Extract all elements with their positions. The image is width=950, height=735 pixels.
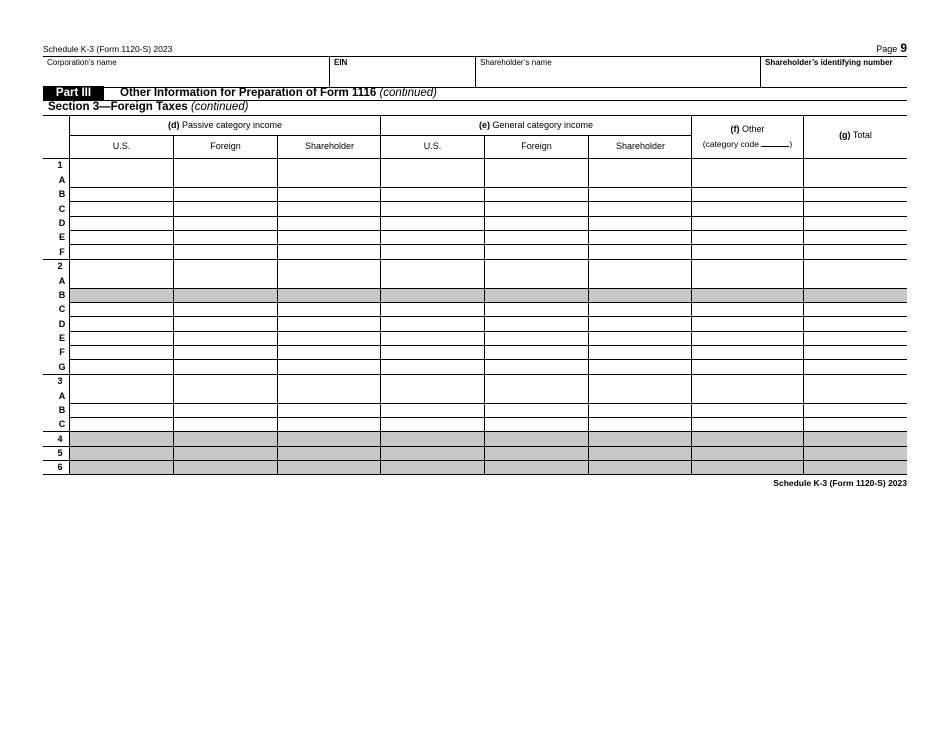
shareholder-name-field[interactable] [476,57,760,87]
col-f-letter: (f) [730,124,740,134]
page-label [876,41,907,55]
row-label-2: 2 [57,261,63,271]
row-label-2e: E [58,333,65,343]
sub-header-shareholder: Shareholder [615,141,666,151]
col-f-label: Other [742,124,765,134]
form-title: Schedule K-3 (Form 1120-S) 2023 [43,44,173,54]
row-label-1a: A [58,175,66,185]
section-title [48,100,249,114]
section-title-text: Section 3—Foreign Taxes [48,101,188,113]
sub-header-foreign: Foreign [210,141,241,151]
shaded-row-2b [70,288,907,302]
row-label-1d: D [58,218,66,228]
col-e-letter: (e) [478,120,490,130]
col-g-letter: (g) [839,130,851,140]
row-label-2c: C [58,304,66,314]
page-word: Page [876,44,898,54]
row-label-6: 6 [57,462,63,472]
page-number: 9 [900,41,907,55]
foreign-taxes-table [43,115,907,475]
row-label-1c: C [58,204,66,214]
shareholder-id-label: Shareholder’s identifying number [765,58,893,67]
ein-label: EIN [334,58,348,67]
identification-row [43,56,907,88]
category-code-blank[interactable] [761,138,789,147]
row-label-1b: B [58,189,66,199]
part-title-suffix: (continued) [379,87,437,99]
sub-header-foreign: Foreign [521,141,552,151]
shareholder-name-label: Shareholder’s name [480,58,552,67]
row-label-3b: B [58,405,66,415]
row-label-2a: A [58,276,66,286]
part-badge: Part III [43,86,104,100]
part-title [120,86,437,100]
row-label-2b: B [58,290,66,300]
corporation-name-label: Corporation’s name [47,58,117,67]
corporation-name-field[interactable] [43,57,329,87]
section-title-suffix: (continued) [190,101,249,113]
sub-header-us: U.S. [112,141,131,151]
row-label-2f: F [59,347,65,357]
row-label-3: 3 [57,376,63,386]
col-g-label: Total [852,130,872,140]
section-header [43,100,907,116]
row-label-1f: F [59,247,65,257]
col-f-category-code[interactable] [692,138,803,149]
row-label-1e: E [58,232,65,242]
part-header [43,86,907,101]
col-d-letter: (d) [167,120,180,130]
col-d-header [70,120,380,130]
col-f-header [692,124,803,134]
row-label-5: 5 [57,448,63,458]
footer-form-title: Schedule K-3 (Form 1120-S) 2023 [773,478,907,488]
col-f-close-paren: ) [789,139,793,149]
row-label-2g: G [58,362,66,372]
col-e-header [381,120,691,130]
col-f-sub-label: (category code [702,139,759,149]
ein-field[interactable] [330,57,476,87]
shaded-rows-4-6 [70,431,907,475]
row-label-3a: A [58,391,66,401]
col-e-label: General category income [492,120,594,130]
row-label-4: 4 [57,434,63,444]
col-d-label: Passive category income [181,120,283,130]
sub-header-us: U.S. [423,141,442,151]
row-label-2d: D [58,319,66,329]
row-label-3c: C [58,419,66,429]
row-label-1: 1 [57,160,63,170]
part-title-text: Other Information for Preparation of Form 1116 [120,87,377,99]
sub-header-shareholder: Shareholder [304,141,355,151]
col-g-header [804,130,907,140]
shareholder-id-field[interactable] [761,57,907,87]
